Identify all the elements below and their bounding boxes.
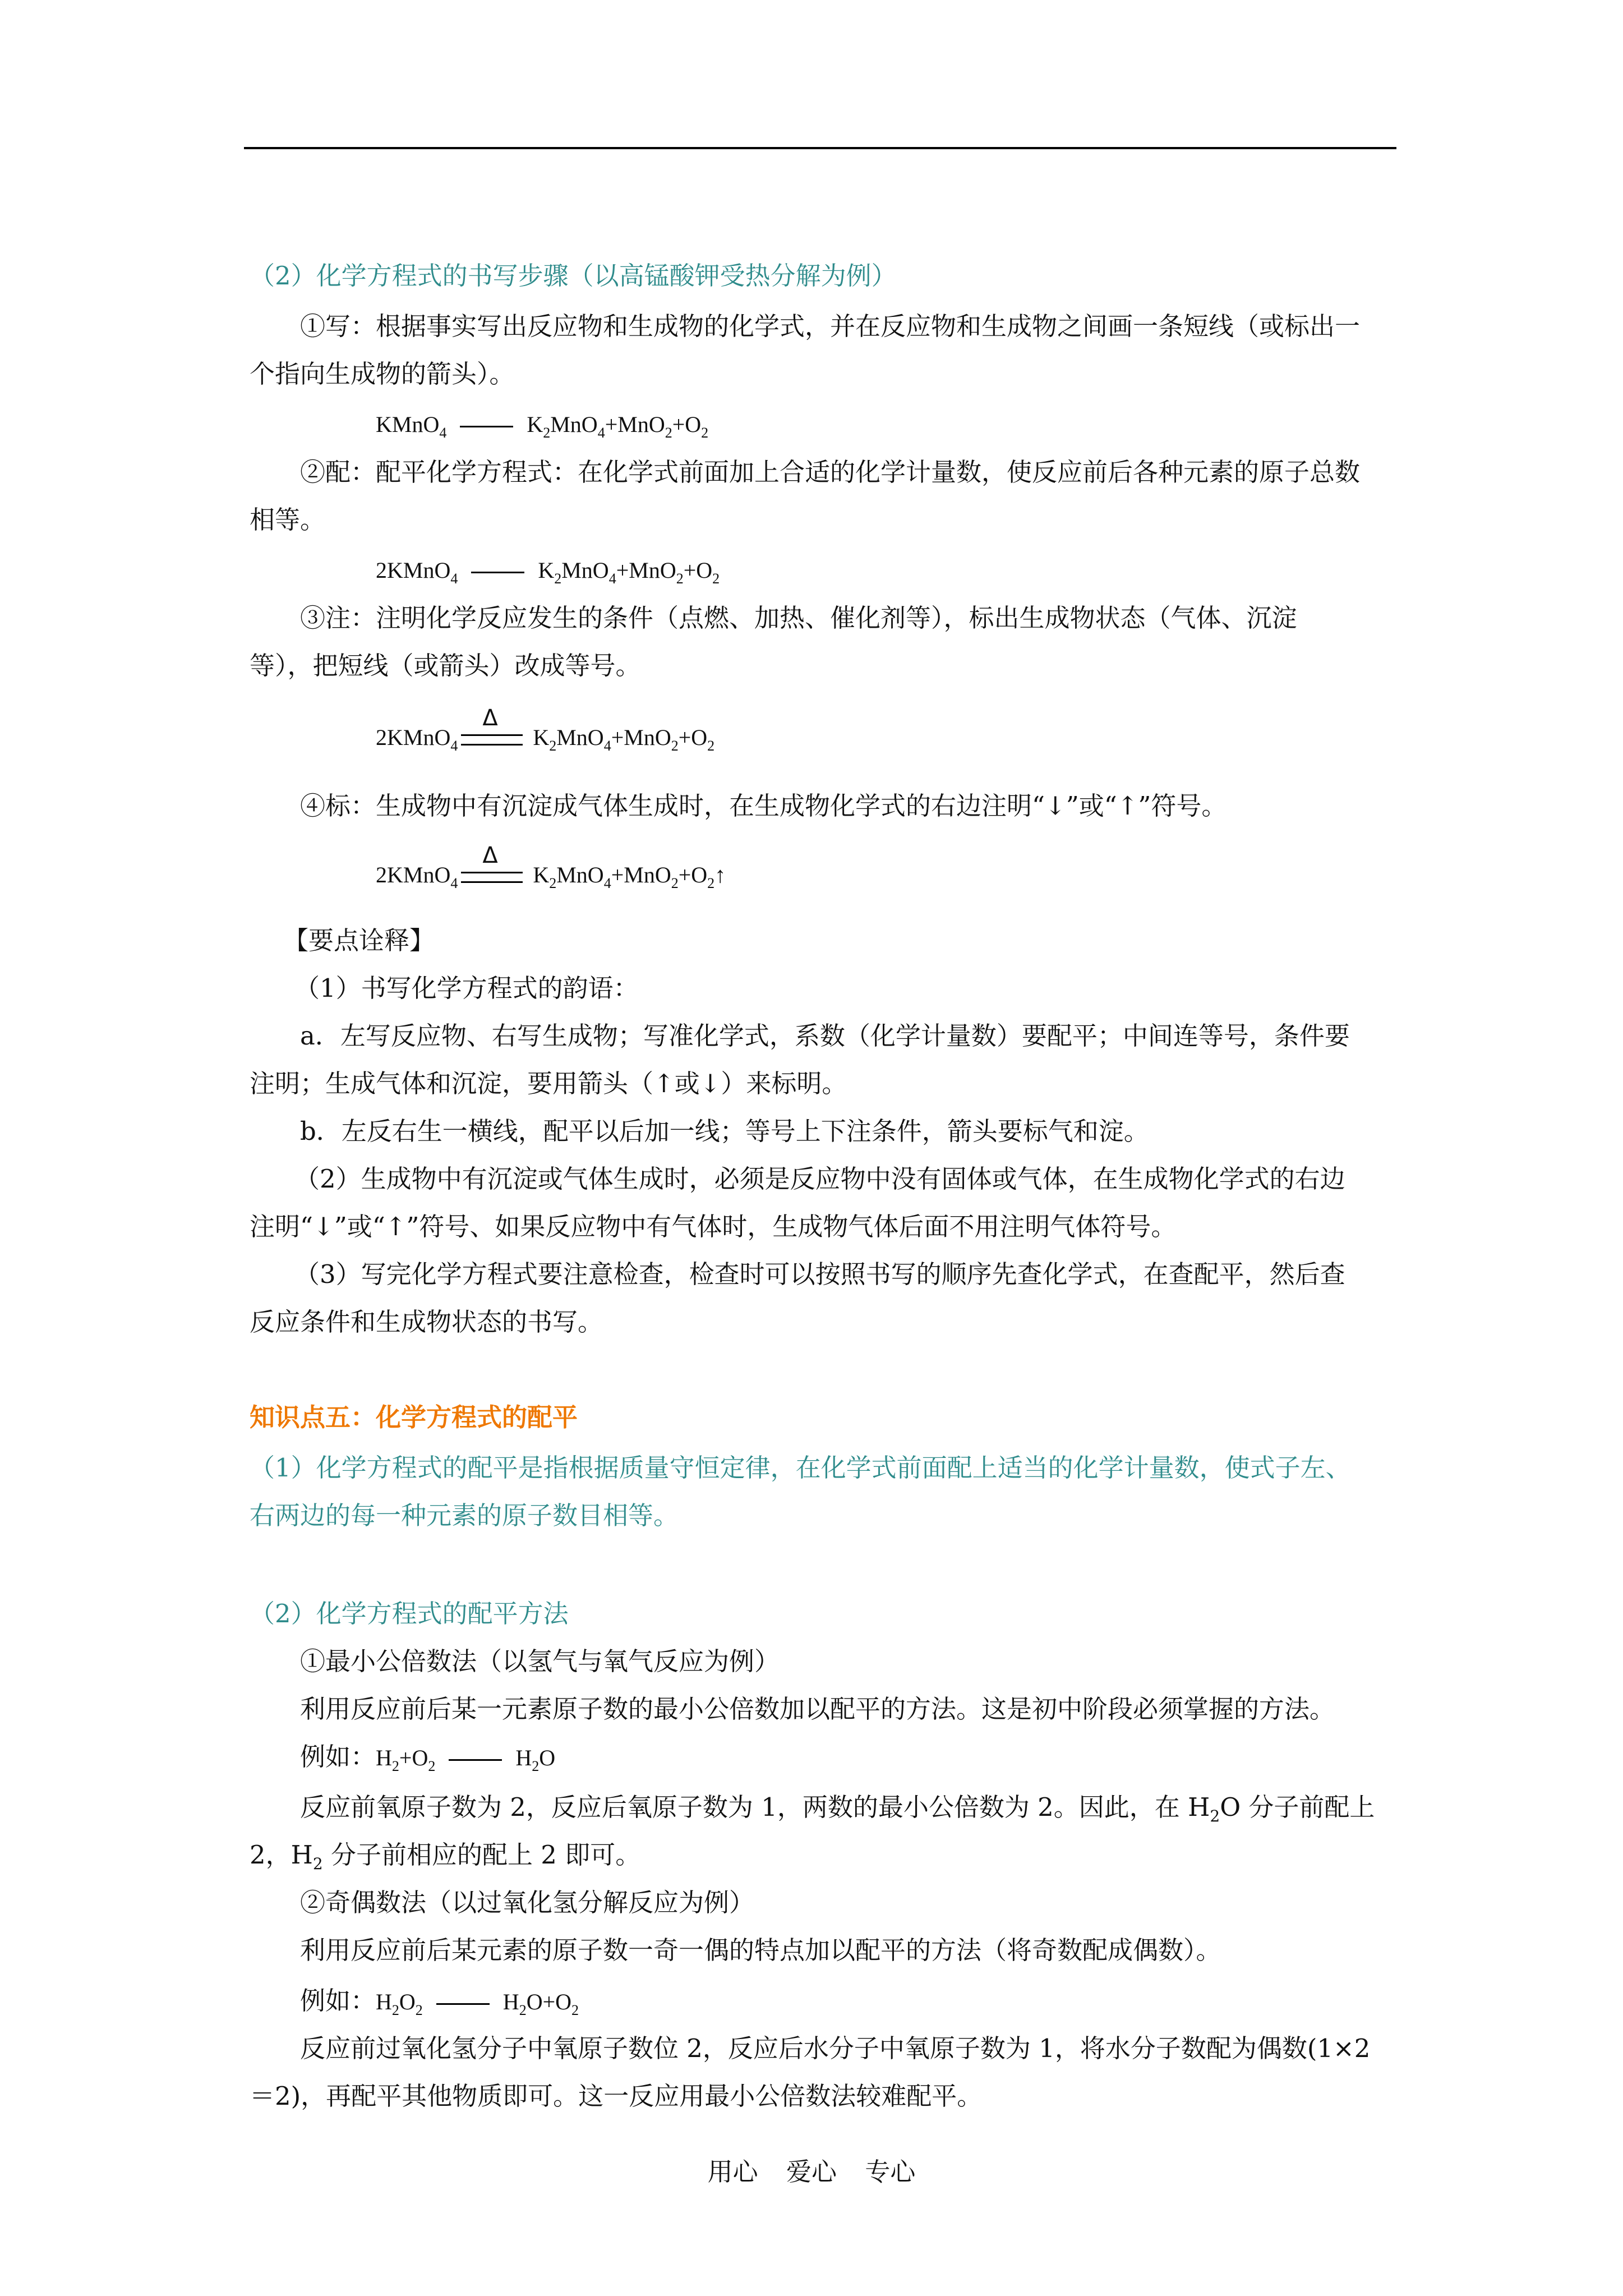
key-point-1: （1）书写化学方程式的韵语： [294,973,639,1003]
footer-text-2: 爱心 [786,2157,837,2187]
step-balance-line1: ②配：配平化学方程式：在化学式前面加上合适的化学计量数，使反应前后各种元素的原子总数 [300,457,1361,487]
key-point-a-line1: a．左写反应物、右写生成物；写准化学式，系数（化学计量数）要配平；中间连等号，条件要 [300,1021,1350,1051]
heat-delta-icon: Δ [482,842,498,868]
key-point-3-line1: （3）写完化学方程式要注意检查，检查时可以按照书写的顺序先查化学式，在查配平，然后查 [294,1259,1345,1289]
reaction-short-line [449,1759,502,1761]
step-mark-line: ④标：生成物中有沉淀成气体生成时，在生成物化学式的右边注明“↓”或“↑”符号。 [300,791,1227,821]
key-point-3-line2: 反应条件和生成物状态的书写。 [250,1307,603,1337]
page-footer [0,2151,1623,2188]
method-lcm-explanation-line2: 2，$H_2$ 分子前相应的配上 2 即可。 [250,1840,641,1873]
footer-text-3: 专心 [865,2157,916,2187]
equation-step3: 2KMnO$_4$ Δ $K_2MnO_4+MnO_2+O_2$ [376,721,714,754]
method-lcm-description: 利用反应前后某一元素原子数的最小公倍数加以配平的方法。这是初中阶段必须掌握的方法。 [300,1694,1335,1724]
equals-sign-with-heat [461,705,523,746]
key-points-heading: 【要点诠释】 [283,926,435,955]
balancing-definition-line2: 右两边的每一种元素的原子数目相等。 [250,1501,679,1530]
balancing-methods-heading: （2）化学方程式的配平方法 [250,1599,569,1628]
method-odd-even-explanation-line1: 反应前过氧化氢分子中氧原子数位 2，反应后水分子中氧原子数为 1，将水分子数配为偶数(1×2 [300,2033,1371,2063]
reaction-short-line [460,426,513,427]
equation-step2: 2KMnO$_4$ $K_2MnO_4+MnO_2+O_2$ [376,558,720,587]
method-odd-even-description: 利用反应前后某元素的原子数一奇一偶的特点加以配平的方法（将奇数配成偶数）。 [300,1935,1221,1965]
step-annotate-line2: 等），把短线（或箭头）改成等号。 [250,651,641,680]
gas-arrow-icon: ↑ [714,862,726,887]
reaction-short-line [436,2003,490,2005]
method-odd-even-explanation-line2: ＝2)，再配平其他物质即可。这一反应用最小公倍数法较难配平。 [250,2081,983,2111]
equation-step4: 2KMnO$_4$ Δ $K_2MnO_4+MnO_2+O_2↑$ [376,858,726,892]
method-lcm-title: ①最小公倍数法（以氢气与氧气反应为例） [300,1646,780,1676]
knowledge-point-5-title: 知识点五：化学方程式的配平 [250,1402,578,1432]
step-write-line1: ①写：根据事实写出反应物和生成物的化学式，并在反应物和生成物之间画一条短线（或标出一 [300,311,1361,341]
method-lcm-example: 例如：$H_2+O_2$ $H_2O$ [300,1742,556,1774]
reaction-short-line [471,572,524,573]
step-balance-line2: 相等。 [250,505,326,535]
key-point-2-line1: （2）生成物中有沉淀或气体生成时，必须是反应物中没有固体或气体，在生成物化学式的右边 [294,1164,1345,1194]
header-rule [244,147,1396,149]
step-write-line2: 个指向生成物的箭头）。 [250,359,515,389]
section-heading-writing-steps: （2）化学方程式的书写步骤（以高锰酸钾受热分解为例） [250,261,897,291]
key-point-b: b．左反右生一横线，配平以后加一线；等号上下注条件，箭头要标气和淀。 [300,1116,1149,1146]
heat-delta-icon: Δ [482,705,498,731]
balancing-definition-line1: （1）化学方程式的配平是指根据质量守恒定律，在化学式前面配上适当的化学计量数，使式子左、 [250,1453,1351,1483]
step-annotate-line1: ③注：注明化学反应发生的条件（点燃、加热、催化剂等），标出生成物状态（气体、沉淀 [300,603,1297,633]
method-odd-even-title: ②奇偶数法（以过氧化氢分解反应为例） [300,1888,755,1917]
key-point-2-line2: 注明“↓”或“↑”符号、如果反应物中有气体时，生成物气体后面不用注明气体符号。 [250,1212,1177,1241]
equation-step1: KMnO$_4$ $K_2MnO_4+MnO_2+O_2$ [376,412,709,441]
method-lcm-explanation-line1: 反应前氧原子数为 2，反应后氧原子数为 1，两数的最小公倍数为 2。因此，在 $H_2O$ 分子前配上 [300,1792,1375,1825]
equals-sign-with-heat [461,842,523,883]
footer-text-1: 用心 [707,2157,758,2187]
key-point-a-line2: 注明；生成气体和沉淀，要用箭头（↑或↓）来标明。 [250,1069,847,1098]
method-odd-even-example: 例如：$H_2O_2$ $H_2O+O_2$ [300,1986,579,2018]
